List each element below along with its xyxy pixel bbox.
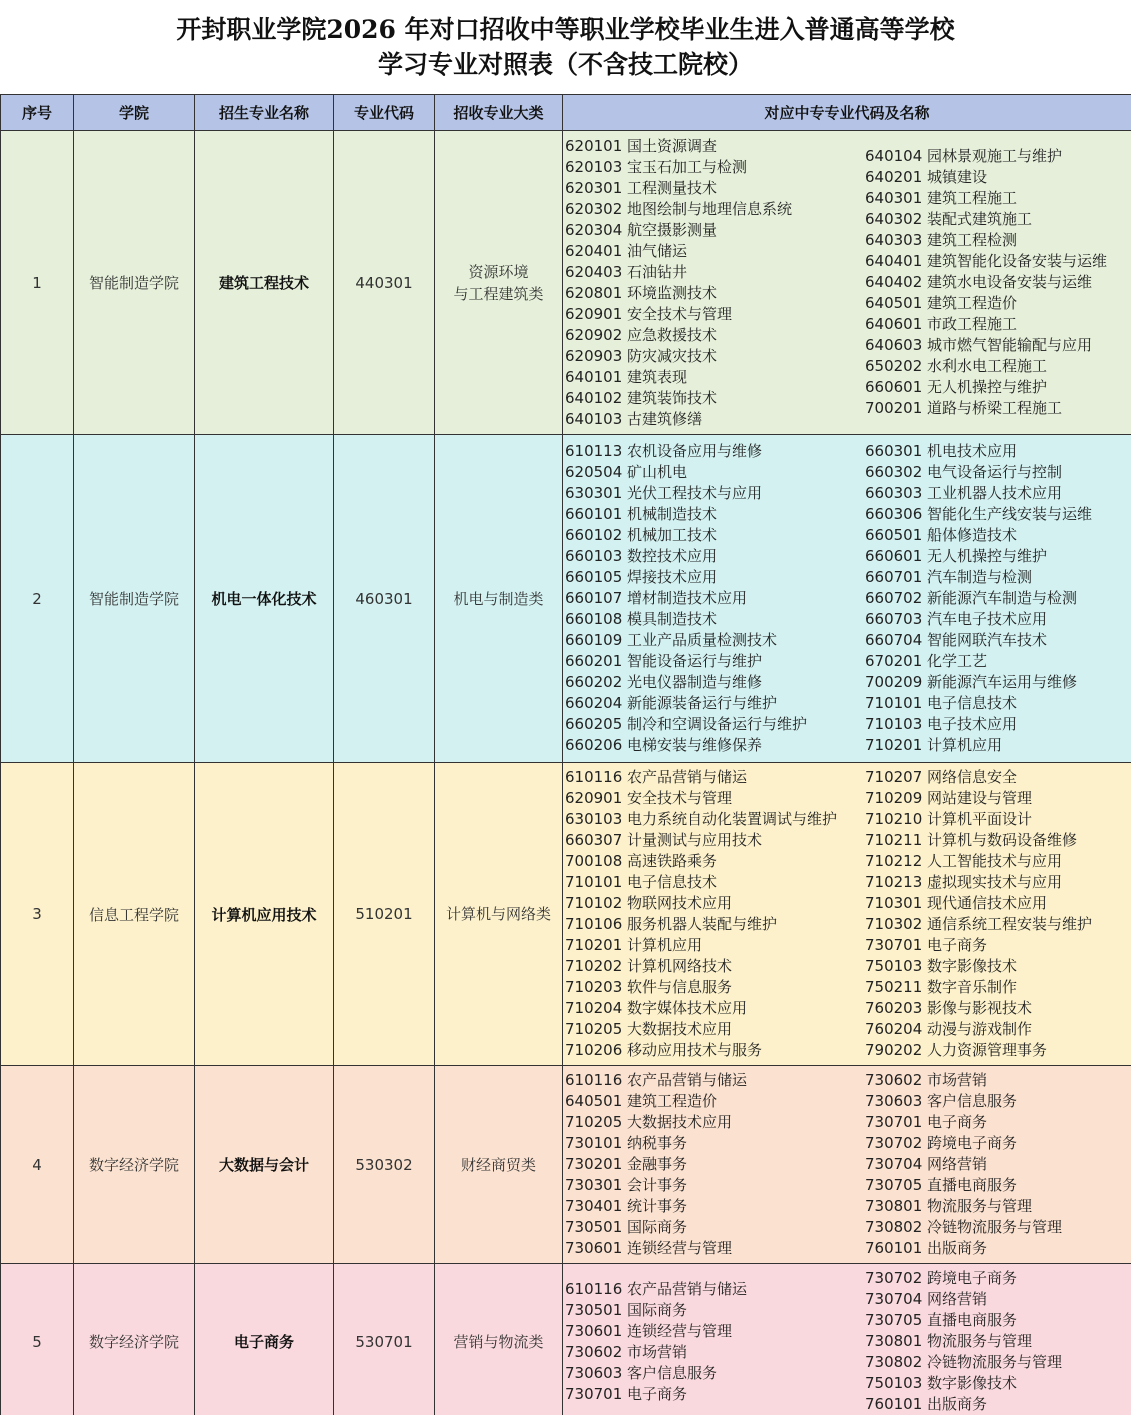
row-major-code: 530302 bbox=[334, 1066, 435, 1264]
mapping-item: 710202 计算机网络技术 bbox=[565, 957, 733, 975]
row-major-name: 建筑工程技术 bbox=[195, 131, 334, 435]
mapping-item: 730101 纳税事务 bbox=[565, 1134, 688, 1152]
mapping-item: 640501 建筑工程造价 bbox=[865, 294, 1018, 312]
title-line-1: 开封职业学院2026 年对口招收中等职业学校毕业生进入普通高等学校 bbox=[176, 15, 955, 44]
mapping-item: 630103 电力系统自动化装置调试与维护 bbox=[565, 810, 838, 828]
mapping-item: 660701 汽车制造与检测 bbox=[865, 568, 1033, 586]
mapping-item: 660108 模具制造技术 bbox=[565, 610, 718, 628]
mapping-item: 730802 冷链物流服务与管理 bbox=[865, 1353, 1063, 1371]
mapping-item: 730201 金融事务 bbox=[565, 1155, 688, 1173]
mapping-item: 660703 汽车电子技术应用 bbox=[865, 610, 1048, 628]
mapping-item: 730601 连锁经营与管理 bbox=[565, 1239, 733, 1257]
mapping-item: 710101 电子信息技术 bbox=[865, 694, 1018, 712]
row-major-name: 机电一体化技术 bbox=[195, 435, 334, 763]
mapping-column-left bbox=[565, 767, 865, 1061]
mapping-column-left bbox=[565, 1070, 865, 1259]
mapping-item: 620504 矿山机电 bbox=[565, 463, 688, 481]
mapping-item: 660501 船体修造技术 bbox=[865, 526, 1018, 544]
mapping-item: 610116 农产品营销与储运 bbox=[565, 1279, 748, 1298]
category-line: 机电与制造类 bbox=[453, 589, 544, 608]
mapping-item: 610116 农产品营销与储运 bbox=[565, 768, 748, 786]
header-code: 专业代码 bbox=[334, 95, 435, 131]
row-major-code: 440301 bbox=[334, 131, 435, 435]
mapping-item: 710207 网络信息安全 bbox=[865, 768, 1018, 786]
mapping-item: 660103 数控技术应用 bbox=[565, 547, 718, 565]
mapping-item: 620103 宝玉石加工与检测 bbox=[565, 157, 748, 176]
table-row bbox=[1, 1264, 1131, 1415]
row-seq: 5 bbox=[1, 1264, 74, 1415]
mapping-item: 640302 装配式建筑施工 bbox=[865, 210, 1033, 228]
mapping-item: 730705 直播电商服务 bbox=[865, 1176, 1018, 1194]
row-major-name: 电子商务 bbox=[195, 1264, 334, 1415]
row-mapping bbox=[563, 435, 1131, 763]
mapping-item: 730702 跨境电子商务 bbox=[865, 1134, 1018, 1152]
row-college: 信息工程学院 bbox=[74, 763, 195, 1066]
mapping-item: 790202 人力资源管理事务 bbox=[865, 1041, 1048, 1059]
mapping-item: 730801 物流服务与管理 bbox=[865, 1197, 1033, 1215]
mapping-item: 620801 环境监测技术 bbox=[565, 283, 718, 302]
category-line: 计算机与网络类 bbox=[445, 905, 551, 923]
mapping-item: 660105 焊接技术应用 bbox=[565, 568, 718, 586]
mapping-item: 660601 无人机操控与维护 bbox=[865, 378, 1048, 396]
mapping-column-right bbox=[865, 1070, 1129, 1259]
row-mapping bbox=[563, 763, 1131, 1066]
mapping-item: 710212 人工智能技术与应用 bbox=[865, 852, 1063, 870]
mapping-item: 730603 客户信息服务 bbox=[565, 1363, 718, 1382]
mapping-item: 730603 客户信息服务 bbox=[865, 1092, 1018, 1110]
row-college: 智能制造学院 bbox=[74, 131, 195, 435]
mapping-item: 660202 光电仪器制造与维修 bbox=[565, 673, 763, 691]
mapping-item: 640102 建筑装饰技术 bbox=[565, 388, 718, 407]
mapping-item: 760204 动漫与游戏制作 bbox=[865, 1020, 1033, 1038]
mapping-item: 710203 软件与信息服务 bbox=[565, 978, 733, 996]
mapping-item: 640601 市政工程施工 bbox=[865, 315, 1018, 333]
mapping-item: 760101 出版商务 bbox=[865, 1239, 988, 1257]
mapping-item: 630301 光伏工程技术与应用 bbox=[565, 484, 763, 502]
mapping-item: 660109 工业产品质量检测技术 bbox=[565, 631, 778, 649]
mapping-item: 640402 建筑水电设备安装与运维 bbox=[865, 273, 1093, 291]
mapping-item: 710106 服务机器人装配与维护 bbox=[565, 915, 778, 933]
mapping-item: 620401 油气储运 bbox=[565, 241, 688, 260]
mapping-item: 730601 连锁经营与管理 bbox=[565, 1321, 733, 1340]
mapping-item: 710211 计算机与数码设备维修 bbox=[865, 831, 1078, 849]
row-major-code: 530701 bbox=[334, 1264, 435, 1415]
document-title bbox=[0, 0, 1131, 94]
mapping-item: 730501 国际商务 bbox=[565, 1300, 688, 1319]
mapping-item: 640401 建筑智能化设备安装与运维 bbox=[865, 252, 1108, 270]
header-mapping: 对应中专专业代码及名称 bbox=[563, 95, 1131, 131]
mapping-item: 700201 道路与桥梁工程施工 bbox=[865, 399, 1063, 417]
row-major-code: 510201 bbox=[334, 763, 435, 1066]
mapping-item: 620901 安全技术与管理 bbox=[565, 304, 733, 323]
mapping-column-left bbox=[565, 1268, 865, 1415]
header-category: 招收专业大类 bbox=[435, 95, 563, 131]
mapping-item: 730705 直播电商服务 bbox=[865, 1311, 1018, 1329]
mapping-item: 660303 工业机器人技术应用 bbox=[865, 484, 1063, 502]
mapping-item: 750103 数字影像技术 bbox=[865, 957, 1018, 975]
table-header-row bbox=[1, 95, 1131, 131]
category-line: 营销与物流类 bbox=[453, 1332, 544, 1351]
row-category bbox=[435, 1264, 563, 1415]
row-category bbox=[435, 1066, 563, 1264]
mapping-item: 700108 高速铁路乘务 bbox=[565, 852, 718, 870]
mapping-item: 730701 电子商务 bbox=[865, 936, 988, 954]
category-line: 资源环境 bbox=[468, 262, 529, 281]
header-seq: 序号 bbox=[1, 95, 74, 131]
mapping-item: 710206 移动应用技术与服务 bbox=[565, 1041, 763, 1059]
mapping-item: 730501 国际商务 bbox=[565, 1218, 688, 1236]
mapping-item: 620302 地图绘制与地理信息系统 bbox=[565, 199, 793, 218]
mapping-item: 660301 机电技术应用 bbox=[865, 442, 1018, 460]
mapping-item: 610113 农机设备应用与维修 bbox=[565, 442, 763, 460]
category-line: 财经商贸类 bbox=[460, 1155, 536, 1174]
mapping-item: 710201 计算机应用 bbox=[565, 936, 703, 954]
mapping-item: 660205 制冷和空调设备运行与维护 bbox=[565, 715, 808, 733]
table-row bbox=[1, 1066, 1131, 1264]
mapping-item: 640603 城市燃气智能输配与应用 bbox=[865, 336, 1093, 354]
major-mapping-table bbox=[0, 94, 1131, 1415]
row-seq: 4 bbox=[1, 1066, 74, 1264]
mapping-item: 710301 现代通信技术应用 bbox=[865, 894, 1048, 912]
row-college: 数字经济学院 bbox=[74, 1264, 195, 1415]
mapping-item: 710103 电子技术应用 bbox=[865, 715, 1018, 733]
mapping-item: 700209 新能源汽车运用与维修 bbox=[865, 673, 1078, 691]
mapping-item: 660302 电气设备运行与控制 bbox=[865, 463, 1063, 481]
row-mapping bbox=[563, 1264, 1131, 1415]
mapping-item: 640103 古建筑修缮 bbox=[565, 409, 703, 428]
mapping-item: 660702 新能源汽车制造与检测 bbox=[865, 589, 1078, 607]
mapping-item: 650202 水利水电工程施工 bbox=[865, 357, 1048, 375]
mapping-item: 730301 会计事务 bbox=[565, 1176, 688, 1194]
mapping-item: 660102 机械加工技术 bbox=[565, 526, 718, 544]
mapping-item: 730701 电子商务 bbox=[565, 1384, 688, 1403]
mapping-item: 660704 智能网联汽车技术 bbox=[865, 631, 1048, 649]
mapping-item: 640303 建筑工程检测 bbox=[865, 231, 1018, 249]
row-seq: 1 bbox=[1, 131, 74, 435]
row-major-name: 大数据与会计 bbox=[195, 1066, 334, 1264]
table-row bbox=[1, 131, 1131, 435]
row-mapping bbox=[563, 131, 1131, 435]
mapping-item: 710205 大数据技术应用 bbox=[565, 1020, 733, 1038]
row-major-name: 计算机应用技术 bbox=[195, 763, 334, 1066]
mapping-item: 730704 网络营销 bbox=[865, 1290, 988, 1308]
row-mapping bbox=[563, 1066, 1131, 1264]
mapping-item: 730802 冷链物流服务与管理 bbox=[865, 1218, 1063, 1236]
header-major: 招生专业名称 bbox=[195, 95, 334, 131]
mapping-item: 660206 电梯安装与维修保养 bbox=[565, 736, 763, 754]
mapping-item: 640104 园林景观施工与维护 bbox=[865, 147, 1063, 165]
row-category bbox=[435, 131, 563, 435]
mapping-item: 670201 化学工艺 bbox=[865, 652, 988, 670]
mapping-item: 610116 农产品营销与储运 bbox=[565, 1071, 748, 1089]
mapping-item: 730602 市场营销 bbox=[565, 1342, 688, 1361]
mapping-item: 730701 电子商务 bbox=[865, 1113, 988, 1131]
table-row bbox=[1, 435, 1131, 763]
mapping-item: 710102 物联网技术应用 bbox=[565, 894, 733, 912]
mapping-item: 660201 智能设备运行与维护 bbox=[565, 652, 763, 670]
mapping-item: 620902 应急救援技术 bbox=[565, 325, 718, 344]
mapping-item: 620304 航空摄影测量 bbox=[565, 220, 718, 239]
mapping-item: 730401 统计事务 bbox=[565, 1197, 688, 1215]
mapping-item: 760101 出版商务 bbox=[865, 1395, 988, 1413]
title-line-2: 学习专业对照表（不含技工院校） bbox=[377, 50, 753, 79]
mapping-item: 710204 数字媒体技术应用 bbox=[565, 999, 748, 1017]
mapping-item: 620301 工程测量技术 bbox=[565, 178, 718, 197]
mapping-column-left bbox=[565, 136, 865, 430]
row-college: 智能制造学院 bbox=[74, 435, 195, 763]
mapping-item: 660601 无人机操控与维护 bbox=[865, 547, 1048, 565]
mapping-item: 620101 国土资源调查 bbox=[565, 136, 718, 155]
mapping-item: 660101 机械制造技术 bbox=[565, 505, 718, 523]
mapping-column-right bbox=[865, 767, 1129, 1061]
mapping-item: 710101 电子信息技术 bbox=[565, 873, 718, 891]
row-seq: 2 bbox=[1, 435, 74, 763]
mapping-item: 620903 防灾减灾技术 bbox=[565, 346, 718, 365]
mapping-item: 710213 虚拟现实技术与应用 bbox=[865, 873, 1063, 891]
mapping-column-right bbox=[865, 441, 1129, 756]
mapping-item: 710209 网站建设与管理 bbox=[865, 789, 1033, 807]
mapping-item: 640301 建筑工程施工 bbox=[865, 189, 1018, 207]
mapping-item: 710302 通信系统工程安装与维护 bbox=[865, 915, 1093, 933]
mapping-item: 710210 计算机平面设计 bbox=[865, 810, 1033, 828]
mapping-column-right bbox=[865, 136, 1129, 430]
row-college: 数字经济学院 bbox=[74, 1066, 195, 1264]
mapping-item: 640201 城镇建设 bbox=[865, 168, 988, 186]
mapping-item: 620403 石油钻井 bbox=[565, 262, 688, 281]
category-line: 与工程建筑类 bbox=[453, 284, 544, 303]
mapping-item: 660107 增材制造技术应用 bbox=[565, 589, 748, 607]
mapping-item: 620901 安全技术与管理 bbox=[565, 789, 733, 807]
mapping-item: 730704 网络营销 bbox=[865, 1155, 988, 1173]
mapping-item: 660307 计量测试与应用技术 bbox=[565, 831, 763, 849]
mapping-item: 750211 数字音乐制作 bbox=[865, 978, 1018, 996]
mapping-item: 710205 大数据技术应用 bbox=[565, 1113, 733, 1131]
mapping-item: 660306 智能化生产线安装与运维 bbox=[865, 505, 1093, 523]
row-seq: 3 bbox=[1, 763, 74, 1066]
mapping-item: 730801 物流服务与管理 bbox=[865, 1332, 1033, 1350]
mapping-item: 660204 新能源装备运行与维护 bbox=[565, 694, 778, 712]
row-major-code: 460301 bbox=[334, 435, 435, 763]
mapping-column-right bbox=[865, 1268, 1129, 1415]
mapping-item: 760203 影像与影视技术 bbox=[865, 999, 1033, 1017]
header-college: 学院 bbox=[74, 95, 195, 131]
mapping-column-left bbox=[565, 441, 865, 756]
mapping-item: 730602 市场营销 bbox=[865, 1071, 988, 1089]
row-category bbox=[435, 435, 563, 763]
mapping-item: 750103 数字影像技术 bbox=[865, 1374, 1018, 1392]
mapping-item: 640101 建筑表现 bbox=[565, 367, 688, 386]
mapping-item: 710201 计算机应用 bbox=[865, 736, 1003, 754]
mapping-item: 730702 跨境电子商务 bbox=[865, 1269, 1018, 1287]
table-row bbox=[1, 763, 1131, 1066]
row-category bbox=[435, 763, 563, 1066]
mapping-item: 640501 建筑工程造价 bbox=[565, 1092, 718, 1110]
